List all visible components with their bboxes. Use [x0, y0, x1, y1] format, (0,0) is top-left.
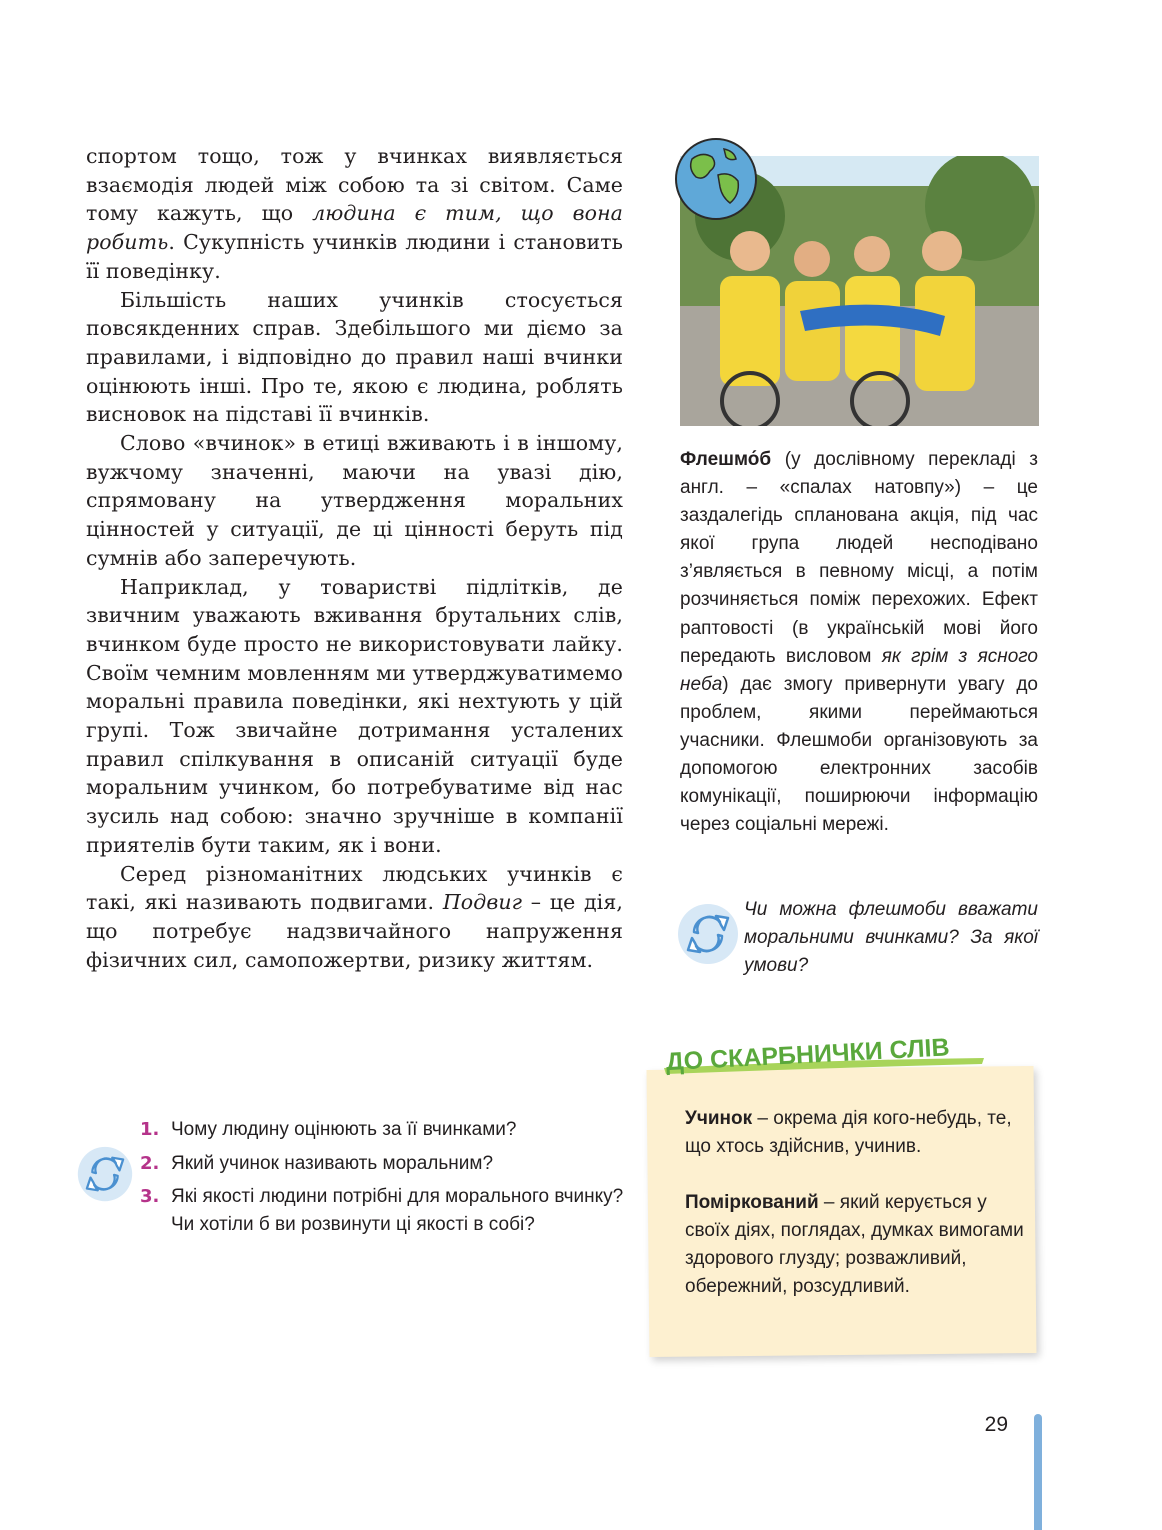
question-item [140, 1116, 630, 1144]
refresh-icon [676, 902, 740, 966]
vocab-entry: Поміркований – який керується у своїх діях, поглядах, думках вимогами здорового глузду; розважливий, обережний, розсудливий. [685, 1192, 1024, 1297]
flashmob-definition: Флешмо́б (у дослівному перекладі з англ. – «спалах натовпу») – це заздалегідь спланована акція, під час якої група людей несподівано з’являється в певному місці, а потім розчиняється поміж перехожих. Ефект раптовості (в українській мові його передають висловом як грім з ясного неба) дає змогу привернути увагу до проблем, якими переймаються учасники. Флешмоби організовують за допомогою електронних засобів комунікації, поширюючи інформацію через соціальні мережі. [680, 449, 1038, 836]
review-questions [140, 1116, 630, 1244]
vocab-term: Поміркований [685, 1192, 819, 1213]
question-item [140, 1150, 630, 1178]
emphasis-term: Подвиг [442, 890, 523, 915]
emphasis-phrase: людина є тим, що вона робить [86, 201, 624, 255]
sidebar-question [676, 896, 1038, 986]
question-number: 3. [140, 1186, 160, 1207]
vocabulary-title: ДО СКАРБНИЧКИ СЛІВ [665, 1033, 951, 1077]
page-edge-bar [1034, 1414, 1042, 1530]
paragraph-3: Слово «вчинок» в етиці вживають і в іншому, вужчому значенні, маючи на увазі дію, спрямовану на утвердження моральних цінностей у ситуації, де ці цінності беруть під сумнів або заперечують. [86, 431, 623, 570]
question-text: Які якості людини потрібні для морального вчинку? Чи хотіли б ви розвинути ці якості в собі? [171, 1186, 624, 1235]
question-number: 1. [140, 1119, 160, 1140]
paragraph-4: Наприклад, у товаристві підлітків, де звичним уважають вживання брутальних слів, вчинком буде просто не використовувати лайку. Своїм чемним мовленням ми утверджуватимемо моральні правила поведінки, які нехтують у цій групі. Тож звичайне дотримання усталених правил спілкування в описаній ситуації буде моральним учинком, бо потребуватиме від нас зусиль над собою: значно зручніше в компанії приятелів бути таким, як і вони. [86, 574, 623, 857]
question-text: Який учинок називають моральним? [171, 1152, 494, 1174]
question-item [140, 1183, 630, 1238]
paragraph-1: спортом тощо, тож у вчинках виявляється взаємодія людей між собою та зі світом. Саме тому кажуть, що людина є тим, що вона робить. Сукупність учинків людини і становить її поведінку. [86, 144, 624, 283]
main-text-column [86, 142, 623, 974]
globe-icon [674, 137, 758, 221]
vocab-term: Учинок [685, 1108, 753, 1129]
vocab-entry: Учинок – окрема дія кого-небудь, те, що хтось здійснив, учинив. [685, 1108, 1012, 1157]
page-number: 29 [984, 1413, 1008, 1436]
question-text: Чи можна флешмоби вважати моральними вчинками? За якої умови? [744, 899, 1038, 977]
definition-term: Флешмо́б [680, 449, 772, 470]
refresh-icon [76, 1145, 134, 1203]
question-text: Чому людину оцінюють за її вчинками? [171, 1119, 517, 1140]
paragraph-2: Більшість наших учинків стосується повсякденних справ. Здебільшого ми діємо за правилами, і відповідно до правил наші вчинки оцінюють інші. Про те, якою є людина, роблять висновок на підставі її вчинків. [86, 287, 623, 427]
paragraph-5: Серед різноманітних людських учинків є такі, які називають подвигами. Подвиг – це дія, що потребує надзвичайного напруження фізичних сил, самопожертви, ризику життям. [86, 861, 623, 972]
question-number: 2. [140, 1152, 160, 1174]
vocabulary-entries [685, 1105, 1025, 1329]
vocabulary-heading [662, 1030, 992, 1078]
